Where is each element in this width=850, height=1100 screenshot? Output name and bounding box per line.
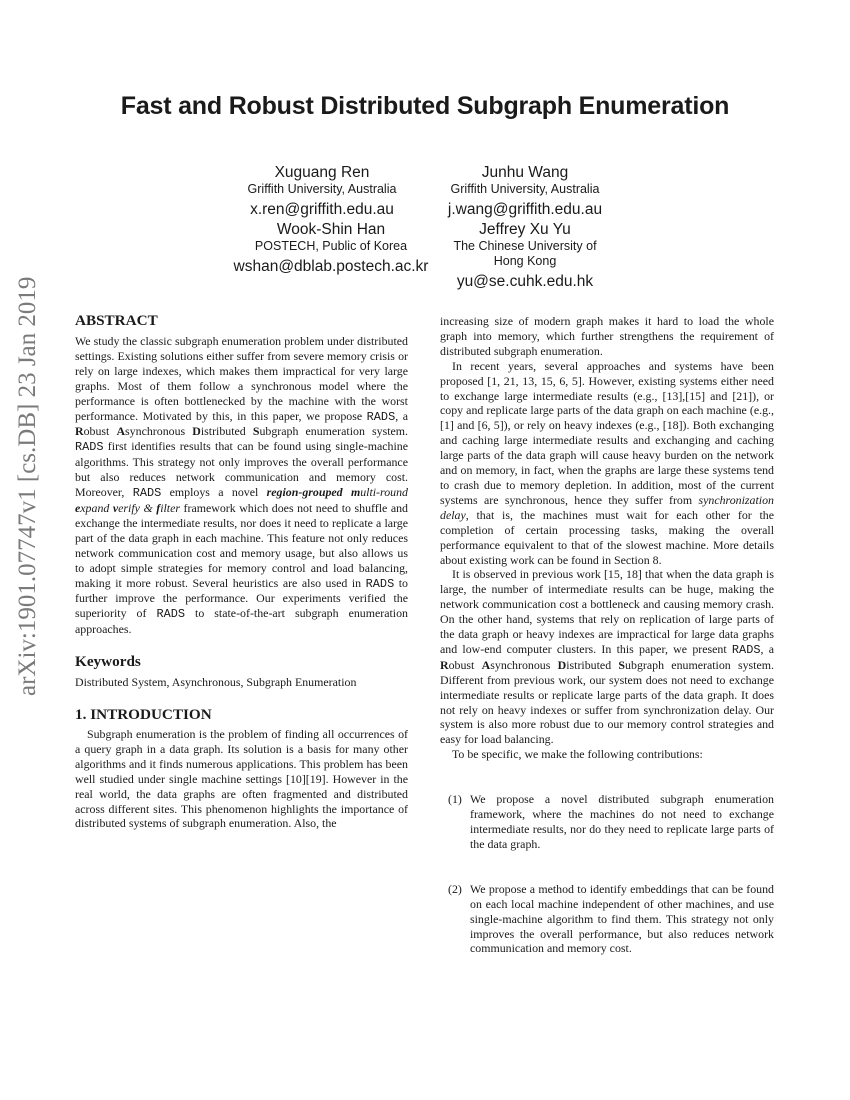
system-name: RADS bbox=[731, 642, 761, 657]
author-name: Wook-Shin Han bbox=[276, 221, 386, 238]
system-name: RADS bbox=[366, 409, 396, 424]
intro-paragraph: It is observed in previous work [15, 18] that when the data graph is large, the number of intermediate results can be huge, making the network communication cost a bottleneck and causing memory crash. On the other hand, systems that rely on replication of large parts of the data graph or heavy indexes are impractical for large data graphs and low-end computer clusters. In this paper, we present RADS, a Robust Asynchronous Distributed Subgraph enumeration system. Different from previous work, our system does not need to exchange intermediate results or replicate large parts of the data graph. It does not rely on heavy indexes or suffer from synchronization delay. Our system is also more robust due to our memory control strategies and easy for load balancing. bbox=[440, 567, 774, 747]
left-column bbox=[75, 312, 408, 831]
author-email: yu@se.cuhk.edu.hk bbox=[456, 273, 594, 290]
introduction-heading: 1. INTRODUCTION bbox=[75, 706, 212, 724]
contribution-text: We propose a method to identify embeddings that can be found on each local machine independent of other machines, and use single-machine algorithm to find them. This strategy not only improves the overall performance, but also reduces network communication and memory cost. bbox=[470, 881, 774, 956]
author-email: j.wang@griffith.edu.au bbox=[447, 201, 603, 218]
contribution-number: (2) bbox=[448, 881, 462, 896]
contribution-item bbox=[440, 792, 774, 852]
author-name: Junhu Wang bbox=[481, 164, 569, 181]
intro-paragraph-continued: increasing size of modern graph makes it hard to load the whole graph into memory, which further strengthens the requirement of distributed subgraph enumeration. bbox=[440, 314, 774, 358]
author-affiliation: Griffith University, Australia bbox=[247, 182, 397, 196]
author-affiliation: Griffith University, Australia bbox=[450, 182, 600, 196]
contribution-item bbox=[440, 882, 774, 957]
arxiv-identifier-stamp: arXiv:1901.07747v1 [cs.DB] 23 Jan 2019 bbox=[14, 276, 41, 696]
contribution-text: We propose a novel distributed subgraph enumeration framework, where the machines do not need to exchange intermediate results, nor do they need to replicate large parts of the data graph. bbox=[470, 792, 774, 851]
author-block-wang bbox=[425, 163, 625, 221]
keywords-text: Distributed System, Asynchronous, Subgraph Enumeration bbox=[75, 675, 357, 690]
intro-paragraph: Subgraph enumeration is the problem of finding all occurrences of a query graph in a data graph. Its solution is a basis for many other algorithms and it finds numerous applications. This problem has been well studied under single machine settings [10][19]. However in the real world, the data graphs are often fragmented and distributed across different sites. This phenomenon highlights the importance of distributed systems of subgraph enumeration. Also, the bbox=[75, 727, 408, 831]
abstract-text: We study the classic subgraph enumeration problem under distributed settings. Existing solutions either suffer from severe memory crisis or rely on large indexes, which makes them impractical for very large graphs. Most of them follow a synchronous model where the performance is often bottlenecked by the machine with the worst performance. Motivated by this, in this paper, we propose RADS, a Robust Asynchronous Distributed Subgraph enumeration system. RADS first identifies results that can be found using single-machine algorithms. This strategy not only improves the overall performance but also reduces network communication and memory cost. Moreover, RADS employs a novel region-grouped multi-round expand verify & filter framework which does not need to shuffle and exchange the intermediate results, nor does it need to replicate a large part of the data graph in each machine. This feature not only reduces network communication cost and memory usage, but also allows us to adopt simple strategies for memory control and load balancing, making it more robust. Several heuristics are also used in RADS to further improve the performance. Our experiments verified the superiority of RADS to state-of-the-art subgraph enumeration approaches. bbox=[75, 334, 408, 637]
paper-title: Fast and Robust Distributed Subgraph Enumeration bbox=[120, 92, 730, 120]
system-name: RADS bbox=[365, 576, 395, 591]
author-block-yu bbox=[425, 220, 625, 293]
author-block-han bbox=[217, 220, 445, 278]
intro-paragraph: To be specific, we make the following contributions: bbox=[452, 747, 703, 762]
author-affiliation: Hong Kong bbox=[493, 254, 557, 268]
system-name: RADS bbox=[156, 607, 186, 622]
author-affiliation: The Chinese University of bbox=[453, 239, 597, 253]
contribution-number: (1) bbox=[448, 792, 462, 807]
author-block-ren bbox=[222, 163, 422, 221]
author-email: wshan@dblab.postech.ac.kr bbox=[233, 258, 429, 275]
author-name: Jeffrey Xu Yu bbox=[479, 221, 571, 238]
system-name: RADS bbox=[132, 486, 162, 501]
author-affiliation: POSTECH, Public of Korea bbox=[254, 239, 408, 253]
keywords-heading: Keywords bbox=[75, 653, 141, 671]
author-name: Xuguang Ren bbox=[274, 164, 370, 181]
abstract-heading: ABSTRACT bbox=[75, 312, 158, 329]
intro-paragraph: In recent years, several approaches and systems have been proposed [1, 21, 13, 15, 6, 5]. However, existing systems either need to exchange large intermediate results (e.g., [13],[15] and [21]), or copy and replicate large parts of the data graph on each machine (e.g., [1] and [6, 5]), or rely on heavy indexes (e.g., [18]). Both exchanging and caching large intermediate results and exchanging and caching large parts of the data graph will cause heavy burden on the network and on memory, in fact, when the graphs are large these systems tend to crash due to memory depletion. In addition, most of the current systems are synchronous, hence they suffer from synchronization delay, that is, the machines must wait for each other for the completion of certain processing tasks, making the overall performance equivalent to that of the slowest machine. More details about existing work can be found in Section 8. bbox=[440, 358, 774, 567]
right-column bbox=[440, 314, 774, 956]
author-email: x.ren@griffith.edu.au bbox=[250, 201, 394, 218]
system-name: RADS bbox=[75, 440, 104, 455]
